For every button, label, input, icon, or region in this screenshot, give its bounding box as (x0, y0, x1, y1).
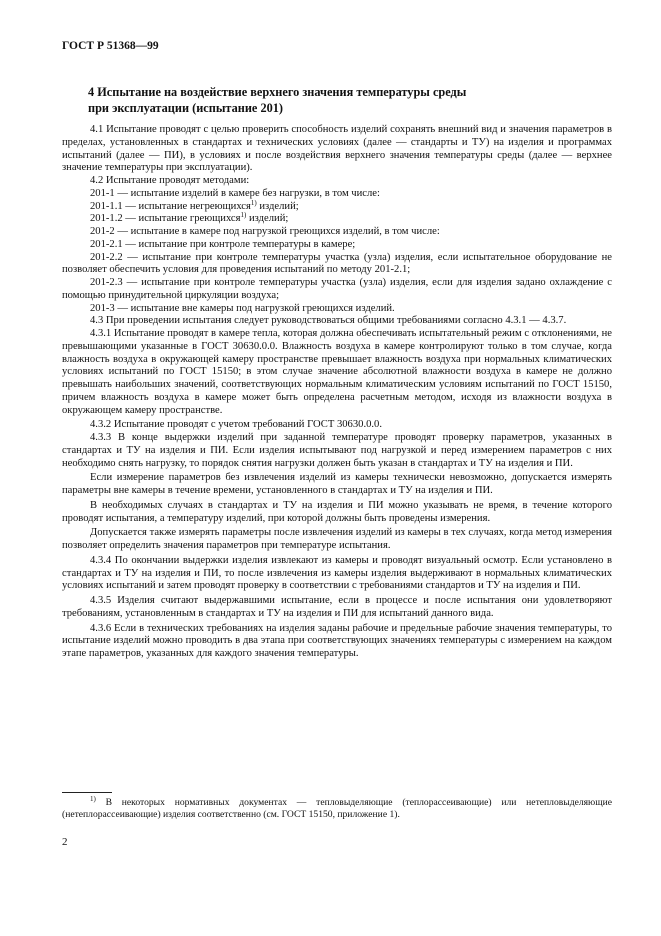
method-201-1-1-tail: изделий; (256, 200, 299, 212)
paragraph-4-1: 4.1 Испытание проводят с целью проверить способность изделий сохранять внешний вид и значения параметров в пределах, установленных в стандартах и технических условиях (далее — стандарты и ТУ) на изделия и программах испытаний (далее — ПИ), в условиях и после воздействия верхнего значения температуры среды (далее — верхнее значение температуры при эксплуатации). (62, 124, 612, 174)
paragraph-4-3-3: 4.3.3 В конце выдержки изделий при заданной температуре проводят проверку параметров, указанных в стандартах и ТУ на изделия и ПИ. Если изделия испытывают под нагрузкой и перед измерением параметров с них необходимо снять нагрузку, то порядок снятия нагрузки должен быть указан в стандартах и ТУ на изделия и ПИ. (62, 432, 612, 469)
paragraph-4-2: 4.2 Испытание проводят методами: (90, 175, 250, 186)
section-title-line-2: при эксплуатации (испытание 201) (88, 101, 284, 115)
method-201-1-1-text: 201-1.1 — испытание негреющихся (90, 200, 251, 212)
paragraph-4-3-1: 4.3.1 Испытание проводят в камере тепла, которая должна обеспечивать испытательный режим с отклонениями, не превышающими указанные в ГОСТ 30630.0.0. Влажность воздуха в камере контролируют только в том случае, когда влажность воздуха в окружающей камеру пространстве превышает влажность воздуха при нормальных климатических условиях испытаний по ГОСТ 15150; в этом случае значение абсолютной влажности воздуха в камере не должно превышать наибольших значений, соответствующих нормальным климатическим условиям испытаний по ГОСТ 15150, причем влажность воздуха в камере может быть определена расчетным методом, исходя из влажности воздуха в окружающем камеру пространстве. (62, 328, 612, 416)
document-body (62, 124, 612, 661)
method-201-1-2-tail: изделий; (246, 213, 289, 225)
section-title (88, 84, 588, 116)
footnote-ref: 1) (250, 198, 257, 207)
paragraph-4-3-3-c: В необходимых случаях в стандартах и ТУ на изделия и ПИ можно указывать не время, в течение которого проводят испытания, а температуру изделий, при которой должны быть проведены измерения. (62, 499, 612, 524)
method-201-1-2 (62, 213, 612, 226)
method-201-1-1 (62, 198, 612, 214)
method-201-2-2: 201-2.2 — испытание при контроле температуры участка (узла) изделия, если испытательное оборудование не позволяет обеспечить условия для проведения испытаний по методу 201-2.1; (62, 251, 612, 276)
paragraph-4-3-6: 4.3.6 Если в технических требованиях на изделия заданы рабочие и предельные рабочие значения температуры, то испытание изделий можно проводить в два этапа при соответствующих значениях температуры с измерением на каждом этапе параметров, указанных для каждого значения температуры. (62, 622, 612, 659)
page-number: 2 (62, 836, 68, 848)
paragraph-4-3-3-b: Если измерение параметров без извлечения изделий из камеры технически невозможно, допускается измерять параметры вне камеры в течение времени, установленного в стандартах и ТУ на изделия и ПИ. (62, 472, 612, 496)
method-201-2-3: 201-2.3 — испытание при контроле температуры участка (узла) изделия, если для изделия задано охлаждение с помощью принудительной циркуляции воздуха; (62, 277, 612, 301)
paragraph-4-3: 4.3 При проведении испытания следует руководствоваться общими требованиями согласно 4.3.1 — 4.3.7. (90, 315, 567, 327)
paragraph-4-3-3-d: Допускается также измерять параметры после извлечения изделий из камеры в тех случаях, когда метод измерения позволяет определить значения параметров при температуре испытания. (62, 527, 612, 551)
method-201-1-2-text: 201-1.2 — испытание греющихся (90, 213, 241, 225)
method-201-2-1: 201-2.1 — испытание при контроле температуры в камере; (90, 238, 356, 250)
method-201-2: 201-2 — испытание в камере под нагрузкой греющихся изделий, в том числе: (90, 226, 440, 237)
paragraph-4-3-2: 4.3.2 Испытание проводят с учетом требований ГОСТ 30630.0.0. (90, 419, 382, 431)
footnote-text: В некоторых нормативных документах — тепловыделяющие (теплорассеивающие) или нетепловыделяющие (нетеплорассеивающие) изделия соответственно (см. ГОСТ 15150, приложение 1). (62, 797, 612, 820)
footnote (62, 797, 612, 821)
footnote-mark: 1) (90, 795, 96, 803)
paragraph-4-3-5: 4.3.5 Изделия считают выдержавшими испытание, если в процессе и после испытания они удовлетворяют требованиям, установленным в стандартах и ТУ на изделия и ПИ для испытаний данного вида. (62, 595, 612, 619)
document-header: ГОСТ Р 51368—99 (62, 40, 159, 52)
method-201-3: 201-3 — испытание вне камеры под нагрузкой греющихся изделий. (90, 302, 395, 314)
footnote-ref: 1) (240, 211, 247, 220)
paragraph-4-3-4: 4.3.4 По окончании выдержки изделия извлекают из камеры и проводят визуальный осмотр. Если установлено в стандартах и ТУ на изделия и ПИ, то после извлечения из камеры изделия выдерживают в нормальных климатических условиях испытаний и затем проводят проверку в соответствии с требованиями стандартов и ТУ на изделия и ПИ. (62, 554, 612, 592)
footnote-separator (62, 792, 112, 793)
section-title-line-1: 4 Испытание на воздействие верхнего значения температуры среды (88, 85, 467, 99)
method-201-1: 201-1 — испытание изделий в камере без нагрузки, в том числе: (90, 187, 380, 199)
